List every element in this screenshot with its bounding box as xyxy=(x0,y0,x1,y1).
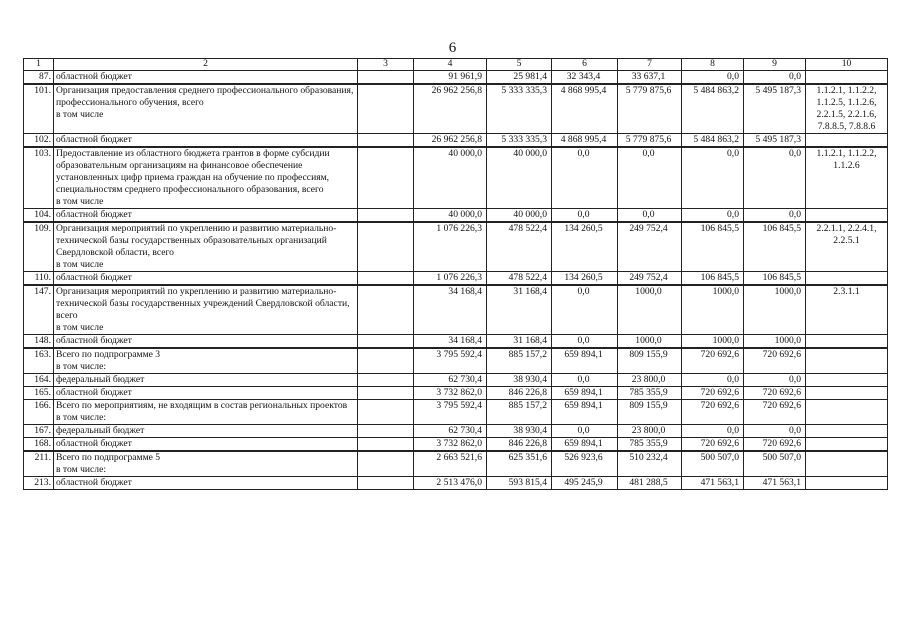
year-4-cell: 0,0 xyxy=(682,209,744,223)
description-cell: областной бюджет xyxy=(54,477,358,490)
table-row xyxy=(24,400,888,425)
year-3-cell: 23 800,0 xyxy=(618,374,682,387)
col3-cell xyxy=(358,374,414,387)
table-row xyxy=(24,451,888,477)
year-1-cell: 625 351,6 xyxy=(487,451,552,477)
target-codes-cell xyxy=(806,451,888,477)
col3-cell xyxy=(358,400,414,425)
year-5-cell: 0,0 xyxy=(744,425,806,438)
year-3-cell: 33 637,1 xyxy=(618,71,682,85)
row-number-cell: 167. xyxy=(24,425,54,438)
target-codes-cell xyxy=(806,348,888,374)
target-codes-cell: 2.2.1.1, 2.2.4.1, 2.2.5.1 xyxy=(806,222,888,272)
table-row xyxy=(24,222,888,272)
total-cell: 1 076 226,3 xyxy=(414,272,487,286)
year-1-cell: 5 333 335,3 xyxy=(487,134,552,148)
year-5-cell: 0,0 xyxy=(744,71,806,85)
year-1-cell: 38 930,4 xyxy=(487,374,552,387)
year-4-cell: 5 484 863,2 xyxy=(682,84,744,134)
year-3-cell: 0,0 xyxy=(618,209,682,223)
year-4-cell: 0,0 xyxy=(682,425,744,438)
row-number-cell: 102. xyxy=(24,134,54,148)
year-5-cell: 720 692,6 xyxy=(744,400,806,425)
year-2-cell: 659 894,1 xyxy=(552,387,618,400)
col3-cell xyxy=(358,84,414,134)
year-3-cell: 785 355,9 xyxy=(618,387,682,400)
year-5-cell: 720 692,6 xyxy=(744,438,806,452)
row-number-cell: 168. xyxy=(24,438,54,452)
year-1-cell: 38 930,4 xyxy=(487,425,552,438)
target-codes-cell xyxy=(806,400,888,425)
column-header: 2 xyxy=(54,59,358,71)
year-5-cell: 500 507,0 xyxy=(744,451,806,477)
year-4-cell: 0,0 xyxy=(682,147,744,209)
row-number-cell: 101. xyxy=(24,84,54,134)
table-row xyxy=(24,84,888,134)
column-header: 6 xyxy=(552,59,618,71)
total-cell: 3 732 862,0 xyxy=(414,387,487,400)
column-header: 4 xyxy=(414,59,487,71)
total-cell: 26 962 256,8 xyxy=(414,134,487,148)
col3-cell xyxy=(358,147,414,209)
total-cell: 26 962 256,8 xyxy=(414,84,487,134)
year-2-cell: 4 868 995,4 xyxy=(552,134,618,148)
description-cell: Всего по подпрограмме 3 в том числе: xyxy=(54,348,358,374)
table-row xyxy=(24,285,888,335)
col3-cell xyxy=(358,477,414,490)
target-codes-cell xyxy=(806,335,888,349)
year-4-cell: 0,0 xyxy=(682,71,744,85)
year-4-cell: 0,0 xyxy=(682,374,744,387)
row-number-cell: 213. xyxy=(24,477,54,490)
year-3-cell: 1000,0 xyxy=(618,285,682,335)
year-1-cell: 25 981,4 xyxy=(487,71,552,85)
description-cell: областной бюджет xyxy=(54,209,358,223)
row-number-cell: 166. xyxy=(24,400,54,425)
year-2-cell: 0,0 xyxy=(552,147,618,209)
year-3-cell: 809 155,9 xyxy=(618,348,682,374)
year-1-cell: 40 000,0 xyxy=(487,147,552,209)
year-3-cell: 1000,0 xyxy=(618,335,682,349)
table-row xyxy=(24,387,888,400)
year-4-cell: 720 692,6 xyxy=(682,387,744,400)
year-2-cell: 134 260,5 xyxy=(552,272,618,286)
col3-cell xyxy=(358,71,414,85)
col3-cell xyxy=(358,134,414,148)
column-header: 7 xyxy=(618,59,682,71)
year-5-cell: 5 495 187,3 xyxy=(744,134,806,148)
year-1-cell: 846 226,8 xyxy=(487,387,552,400)
year-4-cell: 720 692,6 xyxy=(682,400,744,425)
description-cell: Организация мероприятий по укреплению и развитию материально-технической базы государственных учреждений Свердловской области, всего в том числе xyxy=(54,285,358,335)
table-row xyxy=(24,348,888,374)
description-cell: федеральный бюджет xyxy=(54,374,358,387)
year-2-cell: 32 343,4 xyxy=(552,71,618,85)
table-row xyxy=(24,272,888,286)
target-codes-cell xyxy=(806,209,888,223)
year-3-cell: 23 800,0 xyxy=(618,425,682,438)
total-cell: 1 076 226,3 xyxy=(414,222,487,272)
row-number-cell: 163. xyxy=(24,348,54,374)
year-5-cell: 0,0 xyxy=(744,147,806,209)
year-3-cell: 5 779 875,6 xyxy=(618,84,682,134)
year-1-cell: 885 157,2 xyxy=(487,400,552,425)
description-cell: Организация предоставления среднего профессионального образования, профессионального обучения, всего в том числе xyxy=(54,84,358,134)
table-row xyxy=(24,71,888,85)
year-5-cell: 720 692,6 xyxy=(744,348,806,374)
year-4-cell: 720 692,6 xyxy=(682,348,744,374)
year-2-cell: 134 260,5 xyxy=(552,222,618,272)
col3-cell xyxy=(358,451,414,477)
description-cell: областной бюджет xyxy=(54,387,358,400)
year-3-cell: 785 355,9 xyxy=(618,438,682,452)
col3-cell xyxy=(358,425,414,438)
year-1-cell: 31 168,4 xyxy=(487,285,552,335)
description-cell: областной бюджет xyxy=(54,71,358,85)
page-number: 6 xyxy=(448,40,457,56)
col3-cell xyxy=(358,438,414,452)
year-3-cell: 249 752,4 xyxy=(618,272,682,286)
row-number-cell: 147. xyxy=(24,285,54,335)
total-cell: 2 513 476,0 xyxy=(414,477,487,490)
table-row xyxy=(24,477,888,490)
year-4-cell: 471 563,1 xyxy=(682,477,744,490)
total-cell: 3 795 592,4 xyxy=(414,348,487,374)
table-header-row xyxy=(24,59,888,71)
table-row xyxy=(24,438,888,452)
year-4-cell: 500 507,0 xyxy=(682,451,744,477)
table-row xyxy=(24,134,888,148)
col3-cell xyxy=(358,335,414,349)
total-cell: 91 961,9 xyxy=(414,71,487,85)
year-2-cell: 526 923,6 xyxy=(552,451,618,477)
year-2-cell: 4 868 995,4 xyxy=(552,84,618,134)
target-codes-cell xyxy=(806,477,888,490)
column-header: 5 xyxy=(487,59,552,71)
description-cell: Всего по мероприятиям, не входящим в состав региональных проектов в том числе: xyxy=(54,400,358,425)
table-row xyxy=(24,425,888,438)
total-cell: 2 663 521,6 xyxy=(414,451,487,477)
table-row xyxy=(24,335,888,349)
description-cell: Всего по подпрограмме 5 в том числе: xyxy=(54,451,358,477)
year-5-cell: 1000,0 xyxy=(744,335,806,349)
year-2-cell: 659 894,1 xyxy=(552,438,618,452)
row-number-cell: 109. xyxy=(24,222,54,272)
year-4-cell: 106 845,5 xyxy=(682,272,744,286)
description-cell: Организация мероприятий по укреплению и развитию материально-технической базы государственных образовательных организаций Свердловской области, всего в том числе xyxy=(54,222,358,272)
col3-cell xyxy=(358,285,414,335)
target-codes-cell xyxy=(806,425,888,438)
target-codes-cell: 1.1.2.1, 1.1.2.2, 1.1.2.5, 1.1.2.6, 2.2.1.5, 2.2.1.6, 7.8.8.5, 7.8.8.6 xyxy=(806,84,888,134)
target-codes-cell: 2.3.1.1 xyxy=(806,285,888,335)
row-number-cell: 87. xyxy=(24,71,54,85)
row-number-cell: 165. xyxy=(24,387,54,400)
year-1-cell: 846 226,8 xyxy=(487,438,552,452)
row-number-cell: 148. xyxy=(24,335,54,349)
description-cell: Предоставление из областного бюджета грантов в форме субсидии образовательным организациям на финансовое обеспечение установленных цифр приема граждан на обучение по профессиям, специальностям среднего профессионального образования, всего в том числе xyxy=(54,147,358,209)
year-1-cell: 478 522,4 xyxy=(487,222,552,272)
table-row xyxy=(24,147,888,209)
year-5-cell: 0,0 xyxy=(744,374,806,387)
target-codes-cell xyxy=(806,387,888,400)
table-row xyxy=(24,209,888,223)
year-4-cell: 720 692,6 xyxy=(682,438,744,452)
year-2-cell: 659 894,1 xyxy=(552,400,618,425)
year-4-cell: 106 845,5 xyxy=(682,222,744,272)
total-cell: 62 730,4 xyxy=(414,374,487,387)
year-3-cell: 0,0 xyxy=(618,147,682,209)
description-cell: областной бюджет xyxy=(54,134,358,148)
description-cell: областной бюджет xyxy=(54,272,358,286)
year-5-cell: 106 845,5 xyxy=(744,272,806,286)
year-3-cell: 510 232,4 xyxy=(618,451,682,477)
row-number-cell: 164. xyxy=(24,374,54,387)
year-5-cell: 471 563,1 xyxy=(744,477,806,490)
year-1-cell: 40 000,0 xyxy=(487,209,552,223)
year-5-cell: 0,0 xyxy=(744,209,806,223)
total-cell: 62 730,4 xyxy=(414,425,487,438)
year-1-cell: 885 157,2 xyxy=(487,348,552,374)
total-cell: 34 168,4 xyxy=(414,285,487,335)
column-header: 9 xyxy=(744,59,806,71)
target-codes-cell xyxy=(806,71,888,85)
description-cell: областной бюджет xyxy=(54,438,358,452)
year-4-cell: 1000,0 xyxy=(682,335,744,349)
year-2-cell: 0,0 xyxy=(552,425,618,438)
year-1-cell: 593 815,4 xyxy=(487,477,552,490)
column-header: 8 xyxy=(682,59,744,71)
year-3-cell: 481 288,5 xyxy=(618,477,682,490)
col3-cell xyxy=(358,387,414,400)
total-cell: 34 168,4 xyxy=(414,335,487,349)
total-cell: 3 732 862,0 xyxy=(414,438,487,452)
year-5-cell: 1000,0 xyxy=(744,285,806,335)
target-codes-cell xyxy=(806,374,888,387)
row-number-cell: 211. xyxy=(24,451,54,477)
year-3-cell: 249 752,4 xyxy=(618,222,682,272)
col3-cell xyxy=(358,209,414,223)
description-cell: федеральный бюджет xyxy=(54,425,358,438)
year-2-cell: 0,0 xyxy=(552,374,618,387)
total-cell: 3 795 592,4 xyxy=(414,400,487,425)
year-2-cell: 495 245,9 xyxy=(552,477,618,490)
year-4-cell: 1000,0 xyxy=(682,285,744,335)
column-header: 1 xyxy=(24,59,54,71)
total-cell: 40 000,0 xyxy=(414,147,487,209)
description-cell: областной бюджет xyxy=(54,335,358,349)
year-2-cell: 0,0 xyxy=(552,209,618,223)
total-cell: 40 000,0 xyxy=(414,209,487,223)
year-1-cell: 5 333 335,3 xyxy=(487,84,552,134)
year-2-cell: 0,0 xyxy=(552,285,618,335)
year-2-cell: 0,0 xyxy=(552,335,618,349)
row-number-cell: 110. xyxy=(24,272,54,286)
budget-table xyxy=(23,58,888,490)
year-4-cell: 5 484 863,2 xyxy=(682,134,744,148)
column-header: 3 xyxy=(358,59,414,71)
target-codes-cell xyxy=(806,438,888,452)
col3-cell xyxy=(358,222,414,272)
year-5-cell: 5 495 187,3 xyxy=(744,84,806,134)
target-codes-cell xyxy=(806,134,888,148)
target-codes-cell xyxy=(806,272,888,286)
table-row xyxy=(24,374,888,387)
year-3-cell: 809 155,9 xyxy=(618,400,682,425)
year-3-cell: 5 779 875,6 xyxy=(618,134,682,148)
year-5-cell: 106 845,5 xyxy=(744,222,806,272)
year-5-cell: 720 692,6 xyxy=(744,387,806,400)
column-header: 10 xyxy=(806,59,888,71)
year-2-cell: 659 894,1 xyxy=(552,348,618,374)
year-1-cell: 478 522,4 xyxy=(487,272,552,286)
target-codes-cell: 1.1.2.1, 1.1.2.2, 1.1.2.6 xyxy=(806,147,888,209)
year-1-cell: 31 168,4 xyxy=(487,335,552,349)
col3-cell xyxy=(358,272,414,286)
row-number-cell: 104. xyxy=(24,209,54,223)
col3-cell xyxy=(358,348,414,374)
row-number-cell: 103. xyxy=(24,147,54,209)
